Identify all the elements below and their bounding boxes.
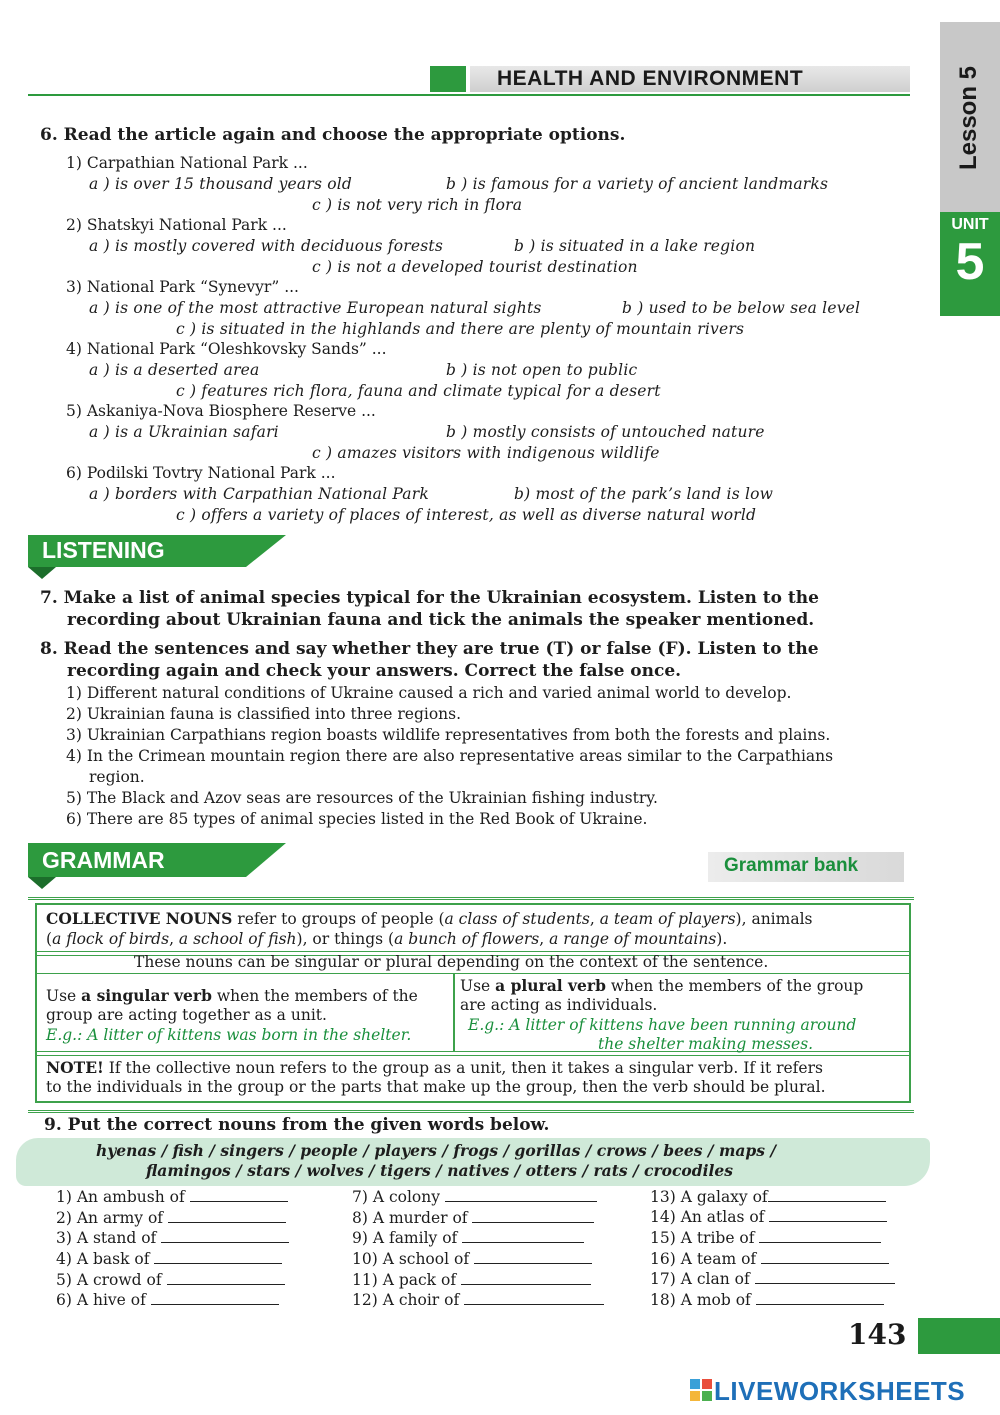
- word-bank-line2: flamingos / stars / wolves / tigers / natives / otters / rats / crocodiles: [146, 1161, 733, 1180]
- answer-blank[interactable]: [462, 1228, 584, 1243]
- ex8-line1: 8. Read the sentences and say whether they are true (T) or false (F). Listen to the: [40, 639, 819, 659]
- collective-nouns-definition-line2: [46, 930, 727, 948]
- gap-label: 10) A school of: [352, 1250, 470, 1268]
- ex6-item6-a[interactable]: a ) borders with Carpathian National Park: [89, 485, 429, 503]
- gap-item-8: [352, 1208, 594, 1227]
- rule-keyword: a plural verb: [495, 976, 606, 995]
- ex8-sentence-4[interactable]: 4) In the Crimean mountain region there are also representative areas similar to the Carpathians: [66, 747, 834, 765]
- gap-item-7: [352, 1187, 597, 1206]
- def-text: ,: [589, 910, 600, 928]
- unit-label: UNIT: [951, 216, 989, 233]
- ex6-item6-stem: 6) Podilski Tovtry National Park ...: [66, 464, 336, 482]
- gap-item-10: [352, 1249, 592, 1268]
- answer-blank[interactable]: [761, 1249, 889, 1264]
- plural-rule-line1: [460, 976, 863, 995]
- ex8-sentence-4-cont: region.: [89, 768, 145, 786]
- def-text: ), animals: [735, 910, 813, 928]
- unit-number: 5: [955, 233, 985, 291]
- note-label: NOTE!: [46, 1058, 104, 1077]
- ex8-sentence-3[interactable]: 3) Ukrainian Carpathians region boasts wildlife representatives from both the forests and plains.: [66, 726, 831, 744]
- answer-blank[interactable]: [167, 1270, 285, 1285]
- ex8-sentence-5[interactable]: 5) The Black and Azov seas are resources of the Ukrainian fishing industry.: [66, 789, 658, 807]
- answer-blank[interactable]: [154, 1249, 282, 1264]
- def-example: a range of mountains: [549, 930, 717, 948]
- gap-label: 16) A team of: [650, 1250, 757, 1268]
- liveworksheets-logo-icon[interactable]: [690, 1379, 712, 1401]
- grammar-col-divider: [453, 973, 455, 1051]
- def-text: ,: [539, 930, 550, 948]
- ex7-line2: recording about Ukrainian fauna and tick the animals the speaker mentioned.: [67, 610, 815, 630]
- ex6-item1-a[interactable]: a ) is over 15 thousand years old: [89, 175, 353, 193]
- logo-square: [702, 1379, 712, 1389]
- ex6-item5-stem: 5) Askaniya-Nova Biosphere Reserve ...: [66, 402, 376, 420]
- gap-label: 12) A choir of: [352, 1291, 460, 1309]
- gap-item-9: [352, 1228, 584, 1247]
- gap-label: 8) A murder of: [352, 1209, 468, 1227]
- ex7-line1: 7. Make a list of animal species typical for the Ukrainian ecosystem. Listen to the: [40, 588, 819, 608]
- ex8-line2: recording again and check your answers. Correct the false once.: [67, 661, 682, 681]
- gap-item-13: [650, 1187, 886, 1206]
- def-example: a school of fish: [178, 930, 297, 948]
- gap-label: 6) A hive of: [56, 1291, 146, 1309]
- answer-blank[interactable]: [151, 1290, 279, 1305]
- page-title: HEALTH AND ENVIRONMENT: [497, 67, 804, 90]
- ex6-item4-c[interactable]: c ) features rich flora, fauna and climate typical for a desert: [176, 382, 661, 400]
- ex6-item6-b[interactable]: b) most of the park’s land is low: [514, 485, 774, 503]
- ex6-item3-b[interactable]: b ) used to be below sea level: [622, 299, 861, 317]
- plural-example-line2: the shelter making messes.: [598, 1035, 814, 1053]
- answer-blank[interactable]: [190, 1187, 288, 1202]
- gap-item-5: [56, 1270, 285, 1289]
- rule-text: Use: [46, 987, 82, 1005]
- ex8-sentence-6[interactable]: 6) There are 85 types of animal species listed in the Red Book of Ukraine.: [66, 810, 648, 828]
- ex6-item3-a[interactable]: a ) is one of the most attractive European natural sights: [89, 299, 542, 317]
- ex6-item5-c[interactable]: c ) amazes visitors with indigenous wildlife: [312, 444, 660, 462]
- context-note: These nouns can be singular or plural depending on the context of the sentence.: [134, 953, 769, 971]
- header-rule: [28, 94, 910, 96]
- gap-label: 9) A family of: [352, 1229, 458, 1247]
- gap-label: 13) A galaxy of: [650, 1188, 768, 1206]
- ex6-item4-a[interactable]: a ) is a deserted area: [89, 361, 260, 379]
- ex6-item2-a[interactable]: a ) is mostly covered with deciduous forests: [89, 237, 443, 255]
- ex6-item2-b[interactable]: b ) is situated in a lake region: [514, 237, 756, 255]
- gap-item-6: [56, 1290, 279, 1309]
- lesson-label: Lesson 5: [955, 65, 982, 171]
- answer-blank[interactable]: [461, 1270, 591, 1285]
- ex6-item4-b[interactable]: b ) is not open to public: [446, 361, 638, 379]
- gap-item-3: [56, 1228, 289, 1247]
- plural-rule-line2: are acting as individuals.: [460, 996, 658, 1014]
- ex9-instruction: 9. Put the correct nouns from the given words below.: [44, 1115, 550, 1135]
- answer-blank[interactable]: [472, 1208, 594, 1223]
- gap-item-15: [650, 1228, 881, 1247]
- ex6-item6-c[interactable]: c ) offers a variety of places of interest, as well as diverse natural world: [176, 506, 757, 524]
- collective-nouns-definition-line1: [46, 909, 812, 928]
- singular-rule-line2: group are acting together as a unit.: [46, 1006, 327, 1024]
- def-text: ), or things (: [296, 930, 395, 948]
- logo-square: [690, 1379, 700, 1389]
- rule-text: when the members of the group: [605, 977, 864, 995]
- grammar-bank-label[interactable]: Grammar bank: [724, 855, 859, 876]
- plural-example-line1: E.g.: A litter of kittens have been running around: [468, 1016, 857, 1034]
- answer-blank[interactable]: [769, 1207, 887, 1222]
- rule-text: Use: [460, 977, 496, 995]
- listening-heading: LISTENING: [42, 537, 165, 563]
- ex6-item3-stem: 3) National Park “Synevyr” ...: [66, 278, 299, 296]
- answer-blank[interactable]: [161, 1228, 289, 1243]
- gap-item-1: [56, 1187, 288, 1206]
- liveworksheets-watermark[interactable]: LIVEWORKSHEETS: [714, 1376, 966, 1406]
- grammar-sep-2: [37, 973, 909, 974]
- ex6-item1-b[interactable]: b ) is famous for a variety of ancient landmarks: [446, 175, 829, 193]
- answer-blank[interactable]: [755, 1269, 895, 1284]
- def-example: a class of students: [444, 910, 590, 928]
- ex6-item1-stem: 1) Carpathian National Park ...: [66, 154, 308, 172]
- def-text: (: [46, 930, 53, 948]
- ex8-sentence-2[interactable]: 2) Ukrainian fauna is classified into three regions.: [66, 705, 462, 723]
- gap-label: 17) A clan of: [650, 1270, 750, 1288]
- gap-item-4: [56, 1249, 282, 1268]
- answer-blank[interactable]: [445, 1187, 597, 1202]
- note-line2: to the individuals in the group or the parts that make up the group, then the verb should be plural.: [46, 1078, 826, 1096]
- gap-item-12: [352, 1290, 604, 1309]
- page-number-bar: [918, 1318, 1000, 1354]
- answer-blank[interactable]: [464, 1290, 604, 1305]
- grammar-heading: GRAMMAR: [42, 847, 165, 873]
- def-example: a flock of birds: [52, 930, 170, 948]
- word-bank-line1: hyenas / fish / singers / people / players / frogs / gorillas / crows / bees / maps /: [96, 1141, 777, 1160]
- gap-label: 11) A pack of: [352, 1271, 457, 1289]
- header-green-block: [430, 66, 466, 92]
- def-example: a bunch of flowers: [394, 930, 540, 948]
- gap-label: 15) A tribe of: [650, 1229, 755, 1247]
- def-example: a team of players: [599, 910, 736, 928]
- gap-label: 4) A bask of: [56, 1250, 150, 1268]
- answer-blank[interactable]: [759, 1228, 881, 1243]
- note-line1: [46, 1058, 823, 1077]
- gap-label: 7) A colony: [352, 1188, 440, 1206]
- note-text: If the collective noun refers to the group as a unit, then it takes a singular verb. If it refers: [103, 1059, 823, 1077]
- page-number: 143: [848, 1318, 907, 1351]
- gap-item-11: [352, 1270, 591, 1289]
- def-text: ,: [169, 930, 179, 948]
- gap-label: 3) A stand of: [56, 1229, 157, 1247]
- logo-square: [690, 1391, 700, 1401]
- singular-example: E.g.: A litter of kittens was born in the shelter.: [46, 1026, 412, 1044]
- gap-item-14: [650, 1207, 887, 1226]
- def-text: refer to groups of people (: [232, 910, 445, 928]
- ex6-item2-stem: 2) Shatskyi National Park ...: [66, 216, 287, 234]
- gap-label: 5) A crowd of: [56, 1271, 162, 1289]
- gap-item-2: [56, 1208, 286, 1227]
- gap-item-16: [650, 1249, 889, 1268]
- logo-square: [702, 1391, 712, 1401]
- ex6-item4-stem: 4) National Park “Oleshkovsky Sands” ...: [66, 340, 387, 358]
- singular-rule-line1: [46, 986, 418, 1005]
- answer-blank[interactable]: [768, 1187, 886, 1202]
- answer-blank[interactable]: [168, 1208, 286, 1223]
- rule-keyword: a singular verb: [81, 986, 212, 1005]
- ex8-sentence-1[interactable]: 1) Different natural conditions of Ukraine caused a rich and varied animal world to develop.: [66, 684, 792, 702]
- ex6-item5-b[interactable]: b ) mostly consists of untouched nature: [446, 423, 765, 441]
- ex6-item3-c[interactable]: c ) is situated in the highlands and there are plenty of mountain rivers: [176, 320, 745, 338]
- ex6-item1-c[interactable]: c ) is not very rich in flora: [312, 196, 523, 214]
- collective-nouns-term: COLLECTIVE NOUNS: [46, 909, 233, 928]
- gap-item-17: [650, 1269, 895, 1288]
- ex6-item5-a[interactable]: a ) is a Ukrainian safari: [89, 423, 279, 441]
- rule-text: when the members of the: [211, 987, 418, 1005]
- def-text: ).: [716, 930, 728, 948]
- gap-label: 2) An army of: [56, 1209, 164, 1227]
- gap-label: 1) An ambush of: [56, 1188, 185, 1206]
- answer-blank[interactable]: [474, 1249, 592, 1264]
- ex6-instruction: 6. Read the article again and choose the appropriate options.: [40, 125, 626, 145]
- gap-item-18: [650, 1290, 884, 1309]
- gap-label: 18) A mob of: [650, 1291, 751, 1309]
- answer-blank[interactable]: [756, 1290, 884, 1305]
- ex6-item2-c[interactable]: c ) is not a developed tourist destination: [312, 258, 638, 276]
- gap-label: 14) An atlas of: [650, 1208, 765, 1226]
